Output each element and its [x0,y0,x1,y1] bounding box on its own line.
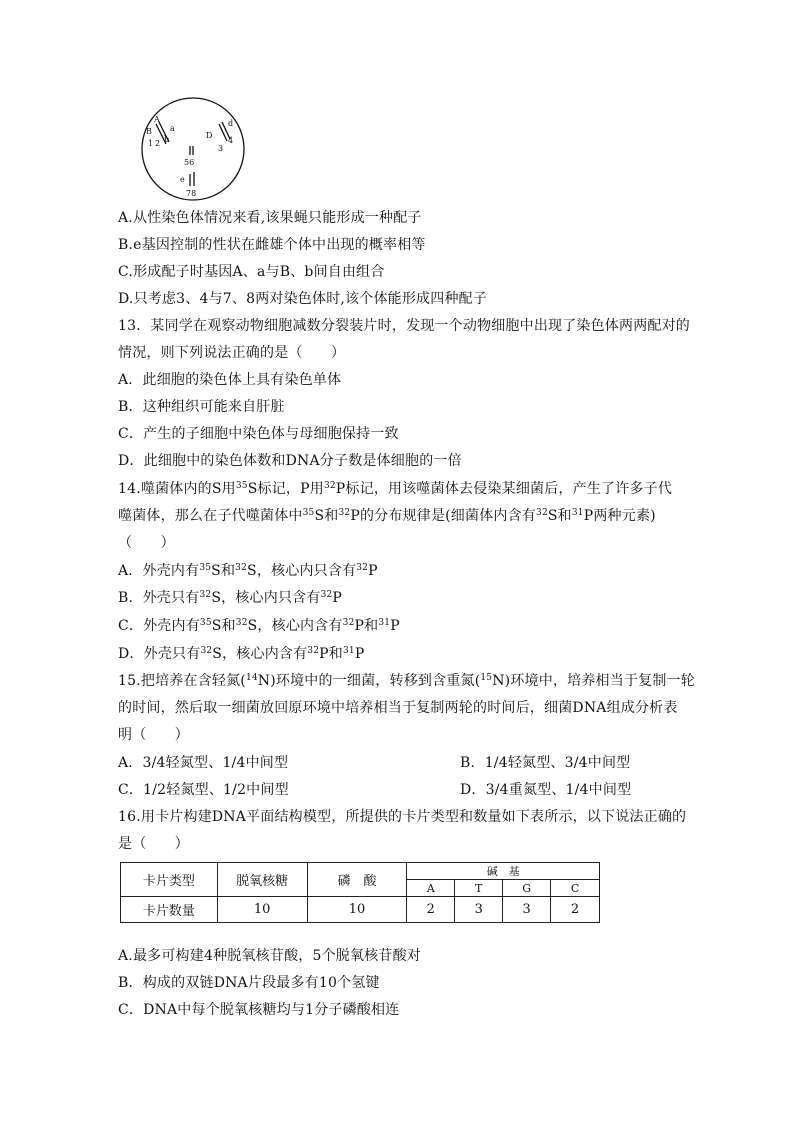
label-3: 3 [218,144,224,153]
q15-stem-line3: 明（ ） [118,727,189,743]
cell-a-count: 2 [407,897,455,923]
q13-option-c: C．产生的子细胞中染色体与母细胞保持一致 [118,426,399,442]
q12-option-a: A.从性染色体情况来看,该果蝇只能形成一种配子 [118,210,422,226]
q16-option-c: C．DNA中每个脱氧核糖均与1分子磷酸相连 [118,1002,400,1018]
q15-stem-line2: 的时间，然后取一细菌放回原环境中培养相当于复制两轮的时间后，细菌DNA组成分析表 [118,700,678,716]
label-d: d [228,119,234,128]
label-4: 4 [228,136,234,145]
cell-t-count: 3 [455,897,503,923]
q14-option-c: C．外壳内有$^{35}$S和$^{32}$S，核心内含有$^{32}$P和$^{31}$P [118,618,400,634]
q13-stem-line2: 情况，则下列说法正确的是（ ） [118,345,346,361]
header-base-g: G [503,880,551,897]
q13-stem-line1: 13．某同学在观察动物细胞减数分裂装片时，发现一个动物细胞中出现了染色体两两配对的 [118,318,691,334]
q13-option-d: D．此细胞中的染色体数和DNA分子数是体细胞的一倍 [118,453,462,469]
q12-option-c: C.形成配子时基因A、a与B、b间自由组合 [118,264,385,280]
q16-stem-line2: 是（ ） [118,836,189,852]
header-base-t: T [455,880,503,897]
header-card-type: 卡片类型 [121,863,218,897]
header-base-c: C [551,880,600,897]
label-78: 78 [186,189,197,198]
q14-stem-line3: （ ） [118,535,175,551]
q15-stem-line1: 15.把培养在含轻氮($^{14}$N)环境中的一细菌，转移到含重氮($^{15}$N)环境中，培养相当于复制一轮 [118,673,695,689]
label-D: D [206,131,213,140]
label-e: e [180,175,185,184]
q13-option-a: A．此细胞的染色体上具有染色单体 [118,372,342,388]
cell-sugar-count: 10 [217,897,307,923]
label-A: A [154,115,160,124]
q14-option-a: A．外壳内有$^{35}$S和$^{32}$S，核心内只含有$^{32}$P [118,563,378,579]
label-56: 56 [184,158,195,167]
header-phosphate: 磷 酸 [307,863,407,897]
label-2: 2 [155,139,161,148]
q15-option-a: A．3/4轻氮型、1/4中间型 [118,755,289,771]
q12-option-d: D.只考虑3、4与7、8两对染色体时,该个体能形成四种配子 [118,291,488,307]
q15-options-row1 [118,754,631,772]
cell-c-count: 2 [551,897,600,923]
label-1: 1 [148,139,154,148]
q16-option-b: B．构成的双链DNA片段最多有10个氢键 [118,975,380,991]
q16-option-a: A.最多可构建4种脱氧核苷酸，5个脱氧核苷酸对 [118,948,421,964]
q14-stem-line1: 14.噬菌体内的S用$^{35}$S标记，P用$^{32}$P标记，用该噬菌体去侵染某细菌后，产生了许多子代 [118,481,673,497]
q15-options-row2 [118,781,632,799]
q15-option-d: D．3/4重氮型、1/4中间型 [460,782,632,798]
q15-option-c: C．1/2轻氮型、1/2中间型 [118,782,289,798]
cell-phosphate-count: 10 [307,897,407,923]
card-table [120,862,600,923]
label-b: b [164,135,170,144]
label-B: B [146,127,152,136]
q13-option-b: B．这种组织可能来自肝脏 [118,399,285,415]
header-sugar: 脱氧核糖 [217,863,307,897]
q14-stem-line2: 噬菌体，那么在子代噬菌体中$^{35}$S和$^{32}$P的分布规律是(细菌体内含有$^{32}$S和$^{31}$P两种元素) [118,508,656,524]
header-base: 碱 基 [407,863,600,880]
q16-stem-line1: 16.用卡片构建DNA平面结构模型，所提供的卡片类型和数量如下表所示，以下说法正确的 [118,809,687,825]
q15-option-b: B．1/4轻氮型、3/4中间型 [460,755,631,771]
header-base-a: A [407,880,455,897]
q14-option-d: D．外壳只有$^{32}$S，核心内含有$^{32}$P和$^{31}$P [118,646,365,662]
chromosome-diagram [136,96,250,202]
cell-g-count: 3 [503,897,551,923]
q14-option-b: B．外壳只有$^{32}$S，核心内只含有$^{32}$P [118,590,343,606]
label-a: a [170,124,175,133]
q12-option-b: B.e基因控制的性状在雌雄个体中出现的概率相等 [118,237,426,253]
row-label-count: 卡片数量 [121,897,218,923]
